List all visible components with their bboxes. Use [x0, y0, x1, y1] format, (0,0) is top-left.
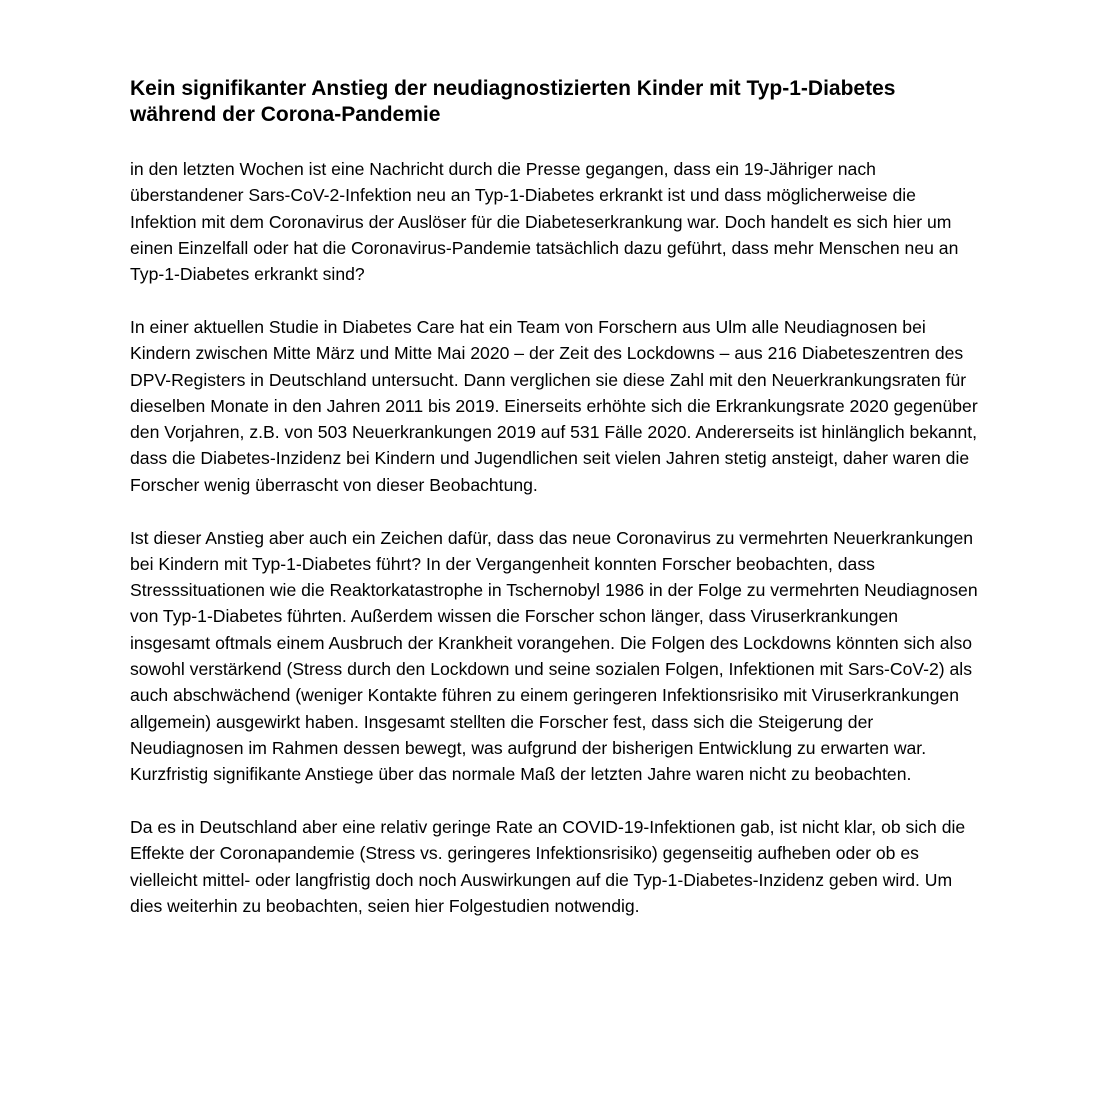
article-paragraph-1: in den letzten Wochen ist eine Nachricht durch die Presse gegangen, dass ein 19-Jähriger nach überstandener Sars-CoV-2-Infektion neu an Typ-1-Diabetes erkrankt ist und dass möglicherweise die Infektion mit dem Coronavirus der Auslöser für die Diabeteserkrankung war. Doch handelt es sich hier um einen Einzelfall oder hat die Coronavirus-Pandemie tatsächlich dazu geführt, dass mehr Menschen neu an Typ-1-Diabetes erkrankt sind? [130, 159, 959, 285]
article-title [130, 76, 980, 128]
article-title-line-1: Kein signifikanter Anstieg der neudiagnostizierten Kinder mit Typ-1-Diabetes [130, 77, 896, 100]
article-paragraph-2: In einer aktuellen Studie in Diabetes Care hat ein Team von Forschern aus Ulm alle Neudiagnosen bei Kindern zwischen Mitte März und Mitte Mai 2020 – der Zeit des Lockdowns – aus 216 Diabeteszentren des DPV-Registers in Deutschland untersucht. Dann verglichen sie diese Zahl mit den Neuerkrankungsraten für dieselben Monate in den Jahren 2011 bis 2019. Einerseits erhöhte sich die Erkrankungsrate 2020 gegenüber den Vorjahren, z.B. von 503 Neuerkrankungen 2019 auf 531 Fälle 2020. Andererseits ist hinlänglich bekannt, dass die Diabetes-Inzidenz bei Kindern und Jugendlichen seit vielen Jahren stetig ansteigt, daher waren die Forscher wenig überrascht von dieser Beobachtung. [130, 316, 978, 495]
article [130, 76, 980, 919]
article-title-line-2: während der Corona-Pandemie [130, 103, 441, 126]
article-paragraph-4: Da es in Deutschland aber eine relativ geringe Rate an COVID-19-Infektionen gab, ist nicht klar, ob sich die Effekte der Coronapandemie (Stress vs. geringeres Infektionsrisiko) gegenseitig aufheben oder ob es vielleicht mittel- oder langfristig doch noch Auswirkungen auf die Typ-1-Diabetes-Inzidenz geben wird. Um dies weiterhin zu beobachten, seien hier Folgestudien notwendig. [130, 817, 966, 916]
article-paragraph-3: Ist dieser Anstieg aber auch ein Zeichen dafür, dass das neue Coronavirus zu vermehrten Neuerkrankungen bei Kindern mit Typ-1-Diabetes führt? In der Vergangenheit konnten Forscher beobachten, dass Stresssituationen wie die Reaktorkatastrophe in Tschernobyl 1986 in der Folge zu vermehrten Neudiagnosen von Typ-1-Diabetes führten. Außerdem wissen die Forscher schon länger, dass Viruserkrankungen insgesamt oftmals einem Ausbruch der Krankheit vorangehen. Die Folgen des Lockdowns könnten sich also sowohl verstärkend (Stress durch den Lockdown und seine sozialen Folgen, Infektionen mit Sars-CoV-2) als auch abschwächend (weniger Kontakte führen zu einem geringeren Infektionsrisiko mit Viruserkrankungen allgemein) ausgewirkt haben. Insgesamt stellten die Forscher fest, dass sich die Steigerung der Neudiagnosen im Rahmen dessen bewegt, was aufgrund der bisherigen Entwicklung zu erwarten war. Kurzfristig signifikante Anstiege über das normale Maß der letzten Jahre waren nicht zu beobachten. [130, 527, 978, 785]
